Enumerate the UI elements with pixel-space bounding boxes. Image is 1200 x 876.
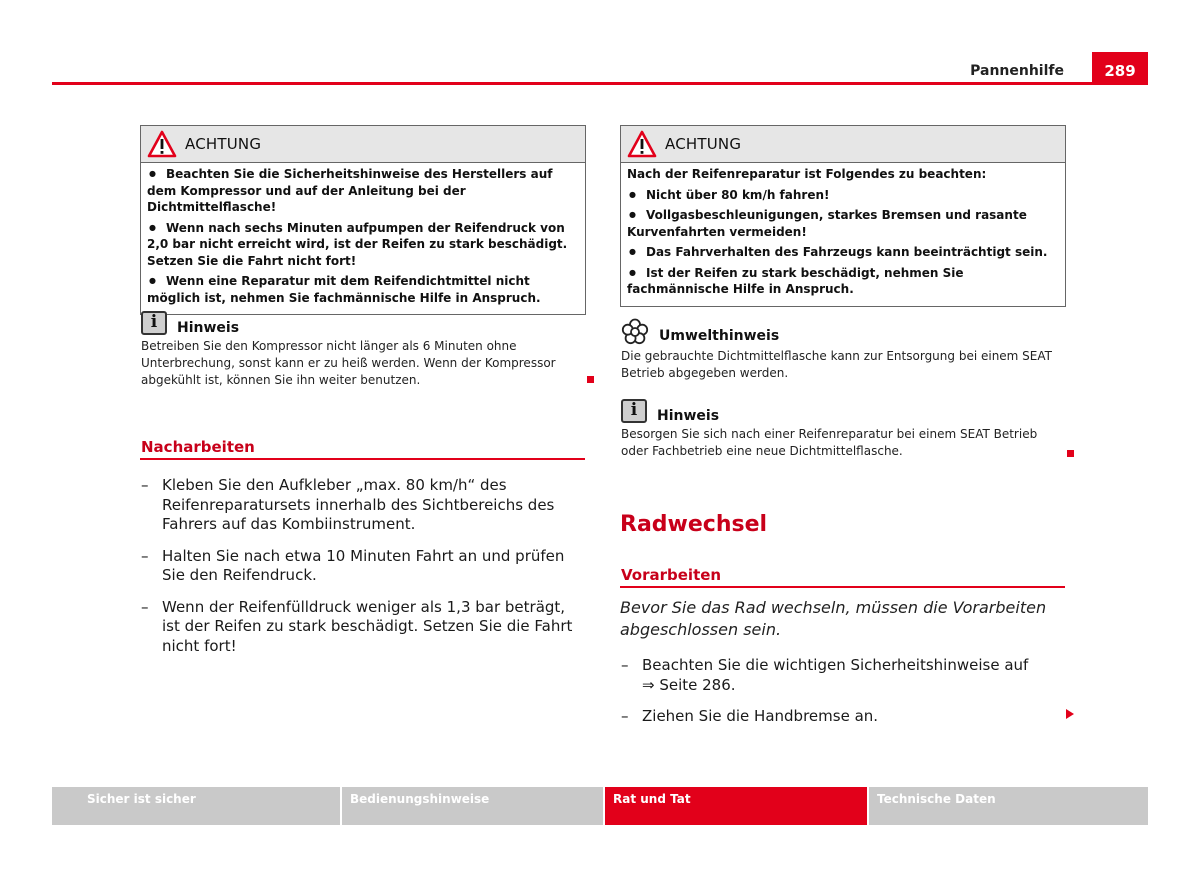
warning-body: [621, 163, 1065, 306]
note-text: Betreiben Sie den Kompressor nicht länger als 6 Minuten ohne Unterbrechung, sonst kann er zu heiß werden. Wenn der Kompressor abgekühlt ist, können Sie ihn weiter benutzen.: [141, 339, 556, 387]
step-text: Beachten Sie die wichtigen Sicherheitshinweise auf ⇒ Seite 286.: [642, 656, 1029, 694]
env-note: [621, 318, 1059, 382]
steps-list-right: [621, 656, 1031, 739]
warning-box-right: [620, 125, 1066, 307]
list-item: – Wenn der Reifenfülldruck weniger als 1,3 bar beträgt, ist der Reifen zu stark beschädigt. Setzen Sie die Fahrt nicht fort!: [141, 597, 573, 655]
end-square-icon: [1067, 450, 1074, 457]
step-text: Wenn der Reifenfülldruck weniger als 1,3 bar beträgt, ist der Reifen zu stark beschädigt. Setzen Sie die Fahrt nicht fort!: [162, 597, 573, 655]
warning-item: ● Das Fahrverhalten des Fahrzeugs kann beeinträchtigt sein.: [627, 244, 1059, 261]
list-item: – Halten Sie nach etwa 10 Minuten Fahrt an und prüfen Sie den Reifendruck.: [141, 546, 565, 584]
footer-tab-bedienung[interactable]: Bedienungshinweise: [342, 787, 603, 825]
info-icon: i: [141, 311, 167, 335]
warning-box-left: [140, 125, 586, 315]
warning-header: [141, 126, 585, 163]
section-intro: Bevor Sie das Rad wechseln, müssen die Vorarbeiten abgeschlossen sein.: [620, 598, 1047, 639]
section-heading-vorarbeiten: Vorarbeiten: [621, 566, 722, 584]
header-rule: [52, 82, 1148, 85]
warning-title: ACHTUNG: [665, 135, 742, 153]
warning-title: ACHTUNG: [185, 135, 262, 153]
note-left: [141, 310, 579, 389]
warning-item: ● Wenn nach sechs Minuten aufpumpen der Reifendruck von 2,0 bar nicht erreicht wird, ist der Reifen zu stark beschädigt. Setzen Sie die Fahrt nicht fort!: [147, 220, 579, 270]
warning-item: ● Nicht über 80 km/h fahren!: [627, 187, 1059, 204]
info-icon: i: [621, 399, 647, 423]
warning-triangle-icon: [627, 130, 657, 158]
warning-lead: Nach der Reifenreparatur ist Folgendes zu beachten:: [627, 167, 987, 181]
step-text: Kleben Sie den Aufkleber „max. 80 km/h“ des Reifenreparatursets innerhalb des Sichtbereichs des Fahrers auf das Kombiinstrument.: [162, 476, 555, 533]
page-number: 289: [1092, 52, 1148, 85]
section-heading-rule: [620, 586, 1065, 588]
end-square-icon: [587, 376, 594, 383]
warning-item: ● Beachten Sie die Sicherheitshinweise des Herstellers auf dem Kompressor und auf der Anleitung bei der Dichtmittelflasche!: [147, 166, 579, 216]
note-text: Die gebrauchte Dichtmittelflasche kann zur Entsorgung bei einem SEAT Betrieb abgegeben werden.: [621, 349, 1052, 380]
section-title: Pannenhilfe: [970, 63, 1064, 79]
list-item: – Kleben Sie den Aufkleber „max. 80 km/h“ des Reifenreparatursets innerhalb des Sichtbereichs des Fahrers auf das Kombiinstrument.: [141, 476, 555, 533]
footer-tab-sicher[interactable]: Sicher ist sicher: [52, 787, 340, 825]
note-right: [621, 398, 1059, 460]
note-text: Besorgen Sie sich nach einer Reifenreparatur bei einem SEAT Betrieb oder Fachbetrieb eine neue Dichtmittelflasche.: [621, 427, 1038, 458]
footer-tab-technische-daten[interactable]: Technische Daten: [869, 787, 1148, 825]
steps-list-left: [141, 476, 581, 668]
chapter-title: Radwechsel: [620, 512, 768, 537]
warning-header: [621, 126, 1065, 163]
footer-tab-rat-und-tat[interactable]: Rat und Tat: [605, 787, 867, 825]
list-item: – Beachten Sie die wichtigen Sicherheitshinweise auf ⇒ Seite 286.: [621, 656, 1029, 694]
step-text: Ziehen Sie die Handbremse an.: [642, 707, 879, 725]
warning-triangle-icon: [147, 130, 177, 158]
flower-environment-icon: [621, 318, 649, 346]
continue-arrow-icon: [1066, 709, 1074, 719]
warning-body: [141, 163, 585, 314]
section-heading-rule: [140, 458, 585, 460]
note-title: Hinweis: [177, 320, 240, 336]
step-text: Halten Sie nach etwa 10 Minuten Fahrt an und prüfen Sie den Reifendruck.: [162, 546, 565, 584]
note-title: Umwelthinweis: [659, 328, 780, 344]
section-heading-nacharbeiten: Nacharbeiten: [141, 438, 255, 456]
list-item: – Ziehen Sie die Handbremse an.: [621, 707, 879, 725]
warning-item: ● Vollgasbeschleunigungen, starkes Bremsen und rasante Kurvenfahrten vermeiden!: [627, 207, 1059, 240]
note-title: Hinweis: [657, 408, 720, 424]
warning-item: ● Ist der Reifen zu stark beschädigt, nehmen Sie fachmännische Hilfe in Anspruch.: [627, 265, 1059, 298]
warning-item: ● Wenn eine Reparatur mit dem Reifendichtmittel nicht möglich ist, nehmen Sie fachmännische Hilfe in Anspruch.: [147, 273, 579, 306]
